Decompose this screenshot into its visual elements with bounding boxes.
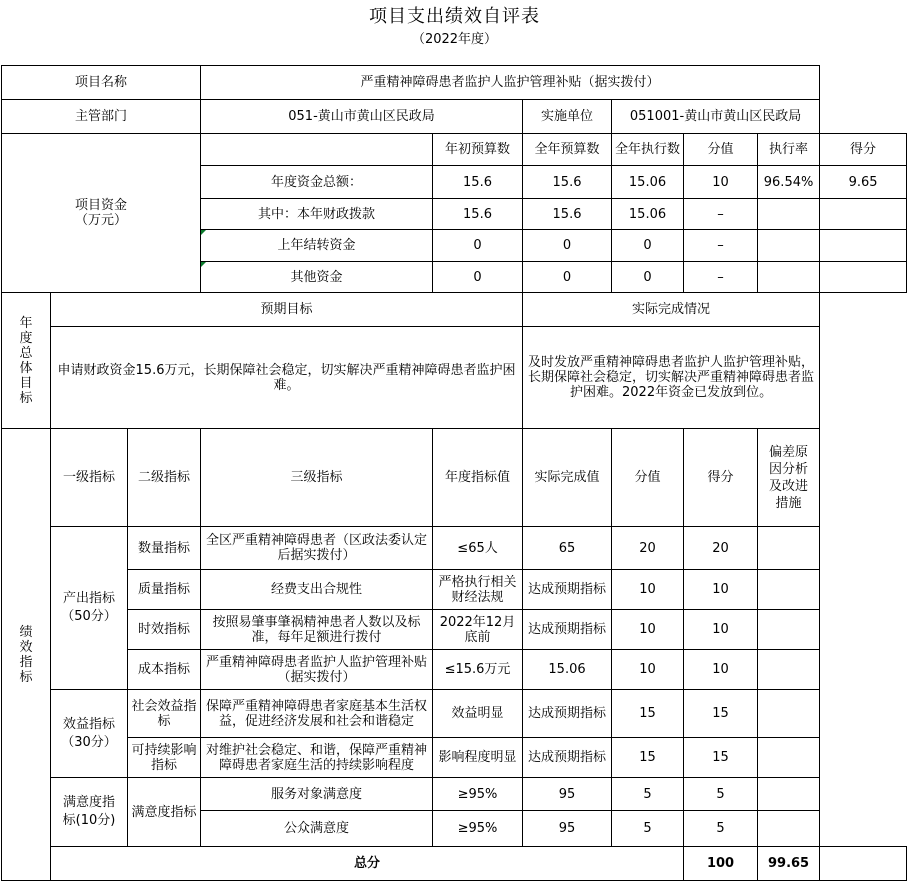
actual-header: 实际完成情况 xyxy=(523,293,820,327)
goals-label: 年 度 总 体 目 标 xyxy=(2,293,51,429)
indicator-header-row xyxy=(2,429,907,527)
indicator-header: 年度指标值 xyxy=(433,429,523,527)
level2-cell: 社会效益指标 xyxy=(128,690,201,738)
indicator-row xyxy=(2,778,907,811)
target-cell: ≥95% xyxy=(433,811,523,847)
got-cell: 5 xyxy=(684,778,758,811)
level3-cell: 服务对象满意度 xyxy=(201,778,433,811)
indicator-row xyxy=(2,738,907,778)
deviation-cell xyxy=(758,690,820,738)
funds-cell: 15.06 xyxy=(612,199,684,230)
actual-cell: 达成预期指标 xyxy=(523,690,612,738)
score-cell: 15 xyxy=(612,690,684,738)
indicator-row xyxy=(2,690,907,738)
target-cell: ≤15.6万元 xyxy=(433,650,523,690)
funds-label: 项目资金 （万元） xyxy=(2,134,201,293)
deviation-cell xyxy=(758,738,820,778)
actual-result-text: 及时发放严重精神障碍患者监护人监护管理补贴，长期保障社会稳定，切实解决严重精神障碍患者监护困难。2022年资金已发放到位。 xyxy=(523,327,820,429)
score-cell: 15 xyxy=(612,738,684,778)
funds-cell xyxy=(820,199,907,230)
deviation-cell xyxy=(758,527,820,570)
funds-cell xyxy=(758,262,820,293)
level3-cell: 保障严重精神障碍患者家庭基本生活权益，促进经济发展和社会和谐稳定 xyxy=(201,690,433,738)
total-score: 100 xyxy=(684,847,758,881)
deviation-cell xyxy=(758,778,820,811)
deviation-cell xyxy=(758,811,820,847)
cell-marker-icon xyxy=(201,262,206,267)
funds-header: 得分 xyxy=(820,134,907,166)
funds-cell xyxy=(758,230,820,262)
level2-cell: 数量指标 xyxy=(128,527,201,570)
funds-cell xyxy=(820,230,907,262)
indicator-header: 分值 xyxy=(612,429,684,527)
level3-cell: 对维护社会稳定、和谐，保障严重精神障碍患者家庭生活的持续影响程度 xyxy=(201,738,433,778)
actual-cell: 达成预期指标 xyxy=(523,738,612,778)
actual-cell: 65 xyxy=(523,527,612,570)
funds-cell xyxy=(758,199,820,230)
funds-cell: 10 xyxy=(684,166,758,199)
impl-label: 实施单位 xyxy=(523,100,612,134)
funds-row-label: 年度资金总额： xyxy=(201,166,433,199)
row-department xyxy=(2,100,907,134)
goals-header-row xyxy=(2,293,907,327)
got-cell: 15 xyxy=(684,690,758,738)
indicator-row xyxy=(2,610,907,650)
funds-cell: – xyxy=(684,230,758,262)
funds-cell: – xyxy=(684,262,758,293)
score-cell: 10 xyxy=(612,570,684,610)
funds-cell: 0 xyxy=(612,262,684,293)
funds-row-label: 其他资金 xyxy=(201,262,433,293)
goals-content-row xyxy=(2,327,907,429)
funds-cell xyxy=(820,262,907,293)
level3-cell: 全区严重精神障碍患者（区政法委认定后据实拨付） xyxy=(201,527,433,570)
funds-cell: 15.6 xyxy=(433,199,523,230)
score-cell: 10 xyxy=(612,610,684,650)
funds-cell: 15.6 xyxy=(523,166,612,199)
indicator-header: 得分 xyxy=(684,429,758,527)
funds-header: 全年执行数 xyxy=(612,134,684,166)
deviation-cell xyxy=(758,570,820,610)
target-cell: ≥95% xyxy=(433,778,523,811)
got-cell: 20 xyxy=(684,527,758,570)
funds-cell: 0 xyxy=(433,230,523,262)
indicator-header: 三级指标 xyxy=(201,429,433,527)
funds-row-label: 其中：本年财政拨款 xyxy=(201,199,433,230)
funds-header-blank xyxy=(201,134,433,166)
funds-cell: 15.6 xyxy=(523,199,612,230)
indicator-row xyxy=(2,650,907,690)
project-name-value: 严重精神障碍患者监护人监护管理补贴（据实拨付） xyxy=(201,66,820,100)
dept-label: 主管部门 xyxy=(2,100,201,134)
page-subtitle: （2022年度） xyxy=(411,32,498,47)
expected-header: 预期目标 xyxy=(51,293,523,327)
deviation-cell xyxy=(758,610,820,650)
score-cell: 5 xyxy=(612,811,684,847)
indicator-header: 偏差原 因分析 及改进 措施 xyxy=(758,429,820,527)
got-cell: 10 xyxy=(684,570,758,610)
got-cell: 15 xyxy=(684,738,758,778)
funds-header-row xyxy=(2,134,907,166)
funds-cell: 96.54% xyxy=(758,166,820,199)
funds-cell: 0 xyxy=(612,230,684,262)
dept-value: 051-黄山市黄山区民政局 xyxy=(201,100,523,134)
row-project-name xyxy=(2,66,907,100)
indicator-row xyxy=(2,570,907,610)
funds-header: 年初预算数 xyxy=(433,134,523,166)
level1-satisfaction: 满意度指 标(10分) xyxy=(51,778,128,847)
target-cell: 影响程度明显 xyxy=(433,738,523,778)
score-cell: 5 xyxy=(612,778,684,811)
actual-cell: 达成预期指标 xyxy=(523,570,612,610)
target-cell: ≤65人 xyxy=(433,527,523,570)
deviation-cell xyxy=(758,650,820,690)
level2-cell: 质量指标 xyxy=(128,570,201,610)
funds-cell: 15.6 xyxy=(433,166,523,199)
level3-cell: 公众满意度 xyxy=(201,811,433,847)
level1-benefit: 效益指标 （30分） xyxy=(51,690,128,778)
total-label: 总分 xyxy=(51,847,684,881)
got-cell: 10 xyxy=(684,610,758,650)
actual-cell: 95 xyxy=(523,811,612,847)
level3-cell: 严重精神障碍患者监护人监护管理补贴（据实拨付） xyxy=(201,650,433,690)
funds-row-label: 上年结转资金 xyxy=(201,230,433,262)
funds-cell: 9.65 xyxy=(820,166,907,199)
level3-cell: 按照易肇事肇祸精神患者人数以及标准，每年足额进行拨付 xyxy=(201,610,433,650)
score-cell: 20 xyxy=(612,527,684,570)
got-cell: 5 xyxy=(684,811,758,847)
expected-goal-text: 申请财政资金15.6万元，长期保障社会稳定，切实解决严重精神障碍患者监护困难。 xyxy=(51,327,523,429)
funds-cell: 0 xyxy=(523,230,612,262)
funds-cell: – xyxy=(684,199,758,230)
funds-header: 执行率 xyxy=(758,134,820,166)
level2-cell: 满意度指标 xyxy=(128,778,201,847)
got-cell: 10 xyxy=(684,650,758,690)
funds-cell: 0 xyxy=(433,262,523,293)
actual-cell: 达成预期指标 xyxy=(523,610,612,650)
level2-cell: 可持续影响指标 xyxy=(128,738,201,778)
indicator-row xyxy=(2,527,907,570)
level1-output: 产出指标 （50分） xyxy=(51,527,128,690)
level2-cell: 成本指标 xyxy=(128,650,201,690)
actual-cell: 95 xyxy=(523,778,612,811)
page-title: 项目支出绩效自评表 xyxy=(369,6,540,27)
project-name-label: 项目名称 xyxy=(2,66,201,100)
target-cell: 2022年12月底前 xyxy=(433,610,523,650)
indicator-header: 实际完成值 xyxy=(523,429,612,527)
total-deviation xyxy=(820,847,907,881)
total-got: 99.65 xyxy=(758,847,820,881)
score-cell: 10 xyxy=(612,650,684,690)
funds-header: 全年预算数 xyxy=(523,134,612,166)
funds-header: 分值 xyxy=(684,134,758,166)
indicator-header: 二级指标 xyxy=(128,429,201,527)
evaluation-table xyxy=(1,65,907,881)
funds-cell: 0 xyxy=(523,262,612,293)
indicator-header: 一级指标 xyxy=(51,429,128,527)
funds-cell: 15.06 xyxy=(612,166,684,199)
level3-cell: 经费支出合规性 xyxy=(201,570,433,610)
indicators-label: 绩 效 指 标 xyxy=(2,429,51,881)
impl-value: 051001-黄山市黄山区民政局 xyxy=(612,100,820,134)
cell-marker-icon xyxy=(201,230,206,235)
total-row xyxy=(2,847,907,881)
target-cell: 严格执行相关财经法规 xyxy=(433,570,523,610)
target-cell: 效益明显 xyxy=(433,690,523,738)
level2-cell: 时效指标 xyxy=(128,610,201,650)
actual-cell: 15.06 xyxy=(523,650,612,690)
